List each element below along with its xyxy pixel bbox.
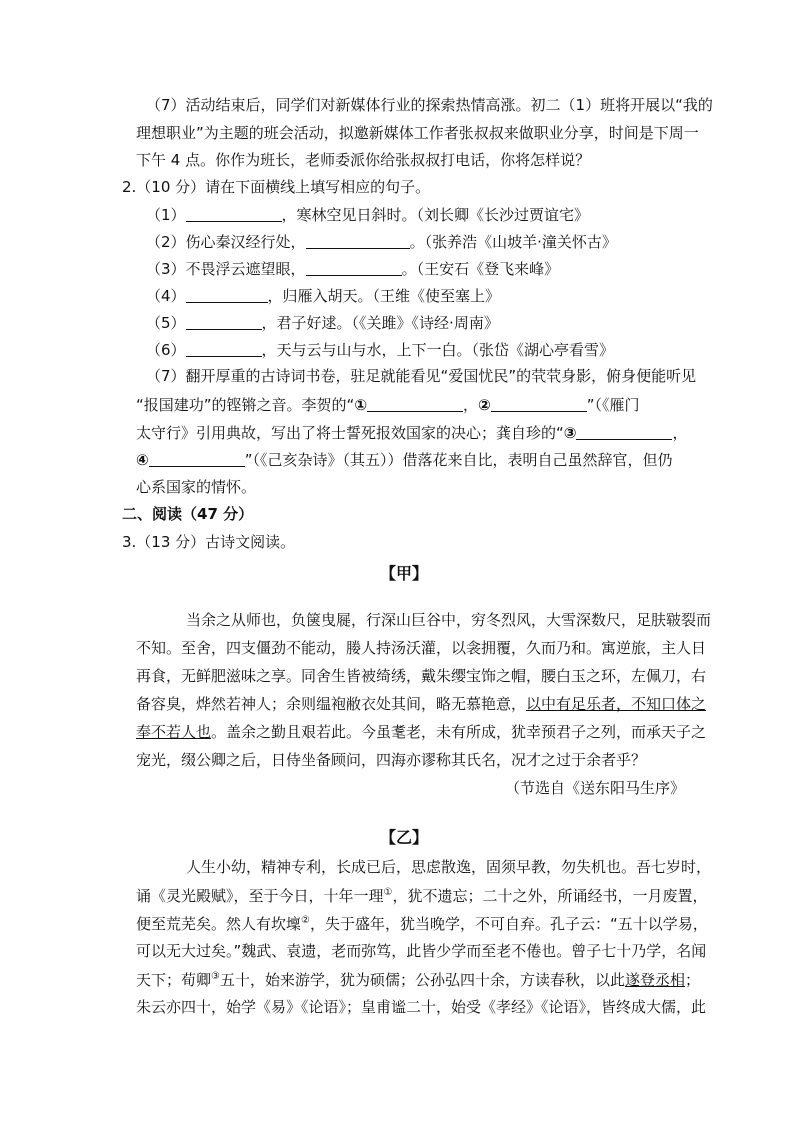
footnote-marker: ② [301, 915, 310, 926]
q2-item7-line3 [136, 425, 688, 441]
item-prefix: （5） [146, 314, 186, 332]
passage-jia-line: 当余之从师也，负箧曳屣，行深山巨谷中，穷冬烈风，大雪深数尺，足肤皲裂而 [186, 611, 712, 629]
item-prefix: （1） [146, 206, 186, 224]
q2-item7-line5: 心系国家的情怀。 [136, 478, 257, 496]
passage-jia-source: （节选自《送东阳马生序》 [505, 779, 686, 797]
blank-number-4: ④ [136, 451, 149, 469]
q3-header: 3.（13 分）古诗文阅读。 [122, 533, 296, 551]
answer-blank-3[interactable] [576, 425, 672, 440]
passage-text: 诵《灵光殿赋》，至于今日，十年一理 [136, 887, 384, 905]
q2-item-5 [146, 315, 499, 331]
passage-jia-title: 【甲】 [380, 564, 429, 583]
item-text: ，天与云与山与水，上下一白。（张岱《湖心亭看雪》 [261, 341, 615, 359]
item-text: 。（张养浩《山坡羊·潼关怀古》 [409, 233, 617, 251]
q2-header: 2.（10 分）请在下面横线上填写相应的句子。 [122, 178, 431, 196]
passage-text: 。盖余之勤且艰若此。今虽耄老，未有所成，犹幸预君子之列，而承天子之 [211, 723, 707, 741]
q2-item7-line1: （7）翻开厚重的古诗词书卷，驻足就能看见“爱国忧民”的茕茕身影，俯身便能听见 [146, 367, 697, 385]
item-text: ，君子好逑。（《关雎》《诗经·周南》 [261, 314, 499, 332]
q2-item-1 [146, 207, 589, 223]
footnote-marker: ③ [211, 971, 220, 982]
answer-blank[interactable] [186, 315, 262, 330]
passage-text: ； [685, 971, 701, 989]
answer-blank-4[interactable] [149, 452, 245, 467]
passage-yi-line [136, 916, 708, 932]
item-prefix: （4） [146, 287, 186, 305]
answer-blank[interactable] [306, 234, 410, 249]
passage-jia-line: 再食，无鲜肥滋味之享。同舍生皆被绮绣，戴朱缨宝饰之帽，腰白玉之环，左佩刀，右 [136, 667, 707, 685]
passage-jia-line [136, 697, 706, 712]
passage-text: 便至荒芜矣。然人有坎壈 [136, 915, 302, 933]
footnote-marker: ① [383, 887, 393, 898]
item-text: “报国建功”的铿锵之音。李贺的“ [136, 396, 355, 414]
answer-blank[interactable] [186, 207, 282, 222]
q2-item-2 [146, 234, 617, 250]
underlined-phrase: 遂登丞相 [625, 971, 686, 989]
blank-number-3: ③ [563, 424, 577, 442]
passage-text: 天下；荀卿 [136, 971, 212, 989]
q1-7-line3: 下午 4 点。你作为班长，老师委派你给张叔叔打电话，你将怎样说？ [136, 151, 591, 169]
answer-blank-1[interactable] [367, 397, 463, 412]
blank-number-1: ① [354, 396, 368, 414]
item-text: ，归雁入胡天。（王维《使至塞上》 [267, 287, 501, 305]
item-text: 太守行》引用典故，写出了将士誓死报效国家的决心；龚自珍的“ [136, 424, 564, 442]
passage-jia-line: 不知。至舍，四支僵劲不能动，媵人持汤沃灌，以衾拥覆，久而乃和。寓逆旅，主人日 [136, 639, 707, 657]
answer-blank-2[interactable] [491, 397, 587, 412]
passage-yi-line [136, 888, 708, 904]
passage-yi-line: 朱云亦四十，始学《易》《论语》；皇甫谧二十，始受《孝经》《论语》，皆终成大儒，此 [136, 998, 707, 1016]
answer-blank[interactable] [306, 261, 402, 276]
item-text: ，寒林空见日斜时。（刘长卿《长沙过贾谊宅》 [281, 206, 590, 224]
item-prefix: （3） [146, 260, 186, 278]
item-text: ”（《雁门 [586, 396, 640, 414]
passage-yi-line: 可以无大过矣。”魏武、袁遗，老而弥笃，此皆少学而至老不倦也。曾子七十乃学，名闻 [136, 942, 707, 960]
item-text: ”（《己亥杂诗》（其五））借落花来自比，表明自己虽然辞官，但仍 [244, 451, 673, 469]
underlined-sentence: 以中有足乐者，不知口体之 [526, 695, 707, 713]
item-text: ， [672, 424, 688, 442]
passage-jia-line: 宠光，缀公卿之后，日侍坐备顾问，四海亦谬称其氏名，况才之过于余者乎？ [136, 751, 647, 769]
section-heading: 二、阅读（47 分） [122, 505, 254, 523]
passage-text: 备容臭，烨然若神人；余则缊袍敝衣处其间，略无慕艳意， [136, 695, 527, 713]
passage-jia-line [136, 725, 706, 740]
q2-item7-line2: “报国建功”的铿锵之音。李贺的“① ，② ”（《雁门 [136, 396, 640, 414]
blank-number-2: ② [478, 396, 491, 414]
item-prefix: （2） [146, 233, 186, 251]
passage-yi-title: 【乙】 [380, 828, 429, 847]
passage-text: ，犹不遗忘；二十之外，所诵经书，一月废置， [392, 887, 708, 905]
q2-item7-line4 [136, 452, 672, 468]
passage-yi-line: 人生小幼，精神专利，长成已后，思虑散逸，固须早教，勿失机也。吾七岁时， [186, 858, 712, 876]
item-prefix: （6） [146, 341, 186, 359]
passage-yi-line [136, 972, 700, 988]
answer-blank[interactable] [186, 288, 268, 303]
underlined-sentence: 奉不若人也 [136, 723, 212, 741]
passage-text: ，失于盛年，犹当晚学，不可自弃。孔子云：“五十以学易， [309, 915, 708, 933]
item-text: 不畏浮云遮望眼， [185, 260, 306, 278]
item-text: 伤心秦汉经行处， [185, 233, 306, 251]
q2-item-4 [146, 288, 500, 304]
q1-7-line2: 理想职业”为主题的班会活动，拟邀新媒体工作者张叔叔来做职业分享，时间是下周一 [136, 124, 699, 142]
q1-7-line1: （7）活动结束后，同学们对新媒体行业的探索热情高涨。初二（1）班将开展以“我的 [146, 96, 713, 114]
item-text: 。（王安石《登飞来峰》 [401, 260, 560, 278]
passage-text: 五十，始来游学，犹为硕儒；公孙弘四十余，方读春秋，以此 [219, 971, 625, 989]
answer-blank[interactable] [186, 342, 262, 357]
q2-item-3 [146, 261, 559, 277]
q2-item-6 [146, 342, 614, 358]
